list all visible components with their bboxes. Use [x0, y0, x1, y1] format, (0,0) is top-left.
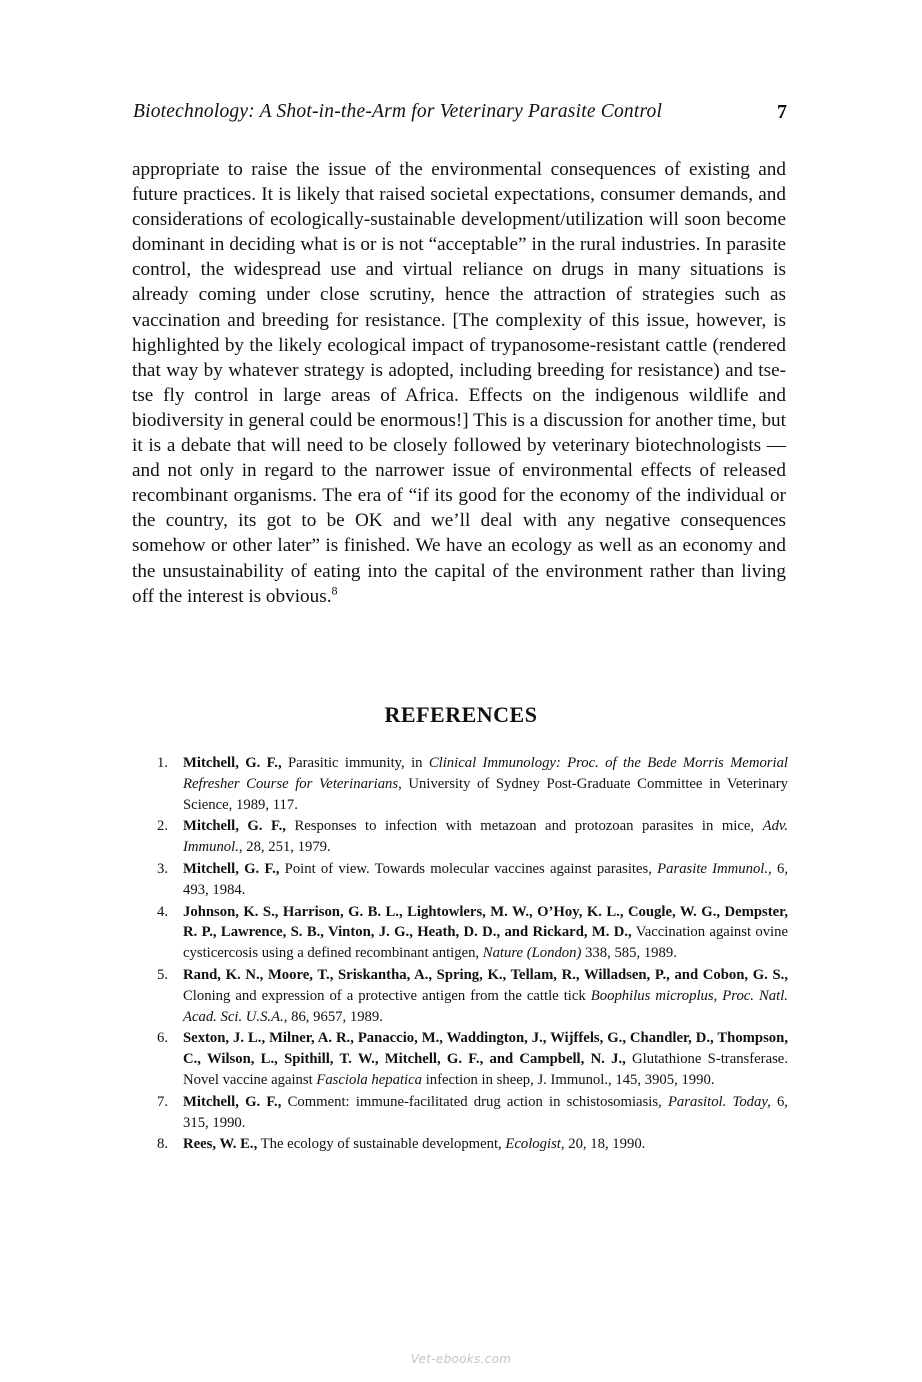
reference-number: 6. [157, 1030, 169, 1047]
reference-source: Clinical Immunology: Proc. of the Bede Morris Memorial Refresher Course for Veterinarians, [183, 755, 789, 792]
reference-number: 3. [157, 860, 169, 877]
reference-number: 2. [157, 818, 169, 835]
reference-authors: Mitchell, G. F., [183, 860, 280, 877]
reference-authors: Sexton, J. L., Milner, A. R., Panaccio, M., Waddington, J., Wijffels, G., Chandler, D., Thompson, C., Wilson, L., Spithill, T. W., Mitchell, G. F., and Campbell, N. J., [183, 1030, 788, 1068]
reference-title: Responses to infection with metazoan and protozoan parasites in mice, [285, 818, 763, 835]
reference-source: Ecologist, [505, 1136, 565, 1153]
reference-number: 5. [157, 966, 169, 983]
reference-title: Parasitic immunity, in [281, 755, 429, 771]
reference-authors: Rees, W. E., [183, 1136, 258, 1153]
reference-details: 86, 9657, 1989. [287, 1008, 383, 1025]
reference-source: Parasitol. Today, [667, 1093, 771, 1110]
reference-number: 7. [157, 1093, 169, 1110]
reference-list [157, 753, 788, 1156]
reference-title: Glutathione S-transferase. Novel vaccine against [183, 1051, 788, 1088]
reference-item [157, 1134, 788, 1155]
reference-source: Boophilus microplus, Proc. Natl. Acad. Sci. U.S.A., [183, 987, 788, 1025]
reference-authors: Mitchell, G. F., [183, 1093, 282, 1110]
reference-authors: Johnson, K. S., Harrison, G. B. L., Lightowlers, M. W., O’Hoy, K. L., Cougle, W. G., Dempster, R. P., Lawrence, S. B., Vinton, J. G., Heath, D. D., and Rickard, M. D., [183, 903, 788, 941]
body-paragraph [132, 157, 786, 609]
reference-title: Cloning and expression of a protective antigen from the cattle tick [183, 987, 591, 1004]
reference-source: Nature (London) [482, 945, 582, 962]
references-heading: REFERENCES [384, 702, 538, 727]
reference-title: Vaccination against ovine cysticercosis using a defined recombinant antigen, [183, 924, 788, 962]
reference-item [157, 816, 788, 858]
running-title: Biotechnology: A Shot-in-the-Arm for Veterinary Parasite Control [133, 101, 663, 122]
reference-details: 6, 315, 1990. [183, 1093, 788, 1131]
running-head [133, 101, 787, 131]
reference-details: 6, 493, 1984. [183, 860, 788, 898]
reference-details: 20, 18, 1990. [564, 1136, 646, 1153]
reference-item [157, 1092, 788, 1134]
reference-number: 4. [157, 903, 169, 920]
reference-authors: Rand, K. N., Moore, T., Sriskantha, A., Spring, K., Tellam, R., Willadsen, P., and Cobon, G. S., [183, 966, 788, 983]
reference-details: 338, 585, 1989. [581, 945, 677, 962]
reference-details: infection in sheep, J. Immunol., 145, 3905, 1990. [422, 1071, 715, 1088]
reference-number: 1. [157, 755, 169, 771]
reference-item [157, 859, 788, 901]
reference-title: Comment: immune-facilitated drug action in schistosomiasis, [281, 1093, 668, 1110]
reference-item [157, 753, 788, 815]
reference-number: 8. [157, 1136, 169, 1153]
reference-authors: Mitchell, G. F., [183, 818, 286, 835]
reference-details: University of Sydney Post-Graduate Committee in Veterinary Science, 1989, 117. [183, 775, 789, 813]
footnote-reference: 8 [331, 583, 338, 598]
reference-title: Point of view. Towards molecular vaccines against parasites, [279, 860, 658, 877]
reference-item [157, 1028, 788, 1090]
reference-item [157, 902, 788, 964]
reference-title: The ecology of sustainable development, [257, 1136, 506, 1153]
reference-authors: Mitchell, G. F., [183, 755, 282, 771]
watermark: Vet-ebooks.com [410, 1352, 512, 1366]
reference-details: 28, 251, 1979. [242, 839, 331, 856]
body-paragraph-text: appropriate to raise the issue of the environmental consequences of existing and future practices. It is likely that raised societal expectations, consumer demands, and considerations of ecologically-sustainable development/utilization will soon become dominant in deciding what is or is not “acceptable” in the rural industries. In parasite control, the widespread use and virtual reliance on drugs in many situations is already coming under close scrutiny, hence the attraction of strategies such as vaccination and breeding for resistance. [The complexity of this issue, however, is highlighted by the likely ecological impact of trypanosome-resistant cattle (rendered that way by whatever strategy is adopted, including breeding for resistance) and tse-tse fly control in large areas of Africa. Effects on the indigenous wildlife and biodiversity in general could be enormous!] This is a discussion for another time, but it is a debate that will need to be closely followed by veterinary biotechnologists — and not only in regard to the narrower issue of environmental effects of released recombinant organisms. The era of “if its good for the economy of the individual or the country, its got to be OK and we’ll deal with any negative consequences somehow or other later” is finished. We have an ecology as well as an economy and the unsustainability of eating into the capital of the environment rather than living off the interest is obvious. [132, 159, 786, 607]
page-number: 7 [777, 101, 787, 123]
reference-source: Fasciola hepatica [316, 1071, 423, 1088]
reference-source: Adv. Immunol., [183, 818, 789, 856]
reference-source: Parasite Immunol., [657, 860, 772, 877]
reference-item [157, 965, 788, 1027]
